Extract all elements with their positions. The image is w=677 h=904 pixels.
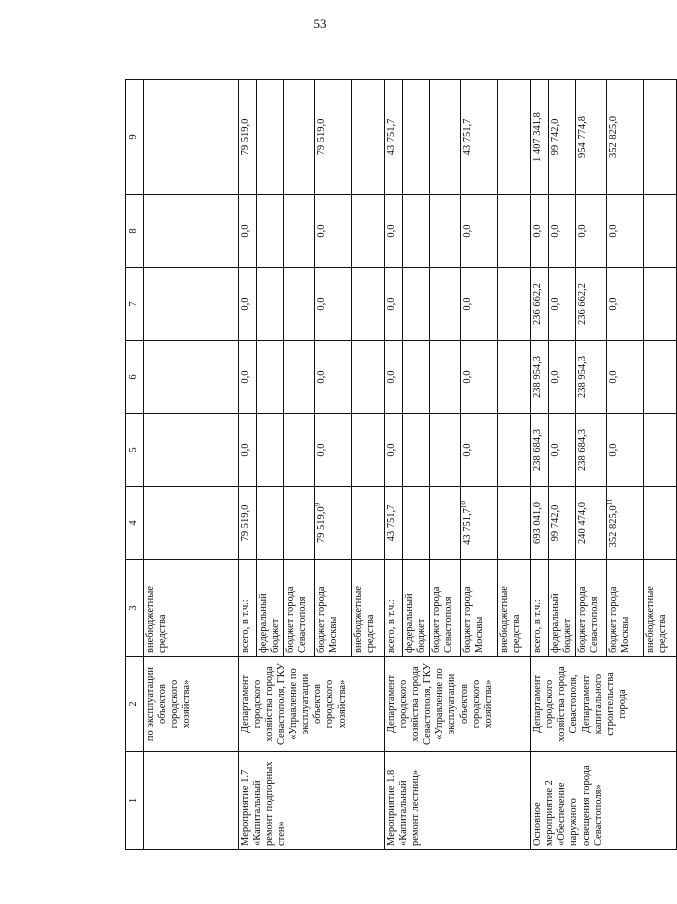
- value-text: 954 774,8: [577, 116, 589, 158]
- value-text: 99 742,0: [550, 118, 562, 156]
- value-cell: [385, 195, 403, 268]
- funding-source-cell: бюджет города Севастополя: [430, 560, 461, 657]
- value-text: 0,0: [386, 224, 398, 238]
- value-text: 99 742,0: [550, 504, 562, 542]
- column-header: 9: [126, 80, 144, 195]
- page-number: 53: [313, 16, 327, 31]
- source-cell: внебюджетные средства: [144, 560, 239, 657]
- value-text: 0,0: [608, 224, 620, 238]
- value-cell: [531, 487, 549, 560]
- value-cell: [239, 195, 257, 268]
- value-cell: [430, 414, 461, 487]
- executor-cell: Департамент городского хозяйства города Севастополя, ГКУ «Управление по эксплуатации объектов городского хозяйства»: [385, 657, 531, 752]
- value-cell: [498, 414, 531, 487]
- value-cell: [352, 195, 385, 268]
- value-text: 236 662,2: [532, 283, 544, 325]
- value-cell: [549, 268, 576, 341]
- value-cell: [461, 341, 498, 414]
- value-text: 0,0: [462, 297, 474, 311]
- value-cell: [531, 341, 549, 414]
- value-cell: [315, 487, 352, 560]
- value-cell: [531, 268, 549, 341]
- value-cell: [385, 341, 403, 414]
- value-text: 0,0: [532, 224, 544, 238]
- value-cell: [284, 414, 315, 487]
- value-cell: [498, 268, 531, 341]
- column-header: 6: [126, 341, 144, 414]
- value-cell: [498, 80, 531, 195]
- value-text: 0,0: [386, 370, 398, 384]
- value-cell: [385, 487, 403, 560]
- value-cell: [549, 414, 576, 487]
- value-cell: [257, 268, 284, 341]
- value-cell: [239, 268, 257, 341]
- value-text: 0,0: [316, 443, 328, 457]
- funding-source-cell: внебюджетные средства: [644, 560, 677, 657]
- value-cell: [284, 341, 315, 414]
- value-text: 236 662,2: [577, 283, 589, 325]
- value-cell: [144, 341, 239, 414]
- value-cell: [352, 487, 385, 560]
- continuation-row: [144, 80, 239, 850]
- value-cell: [644, 414, 677, 487]
- value-cell: [607, 195, 644, 268]
- value-text: 0,0: [608, 297, 620, 311]
- funding-source-cell: внебюджетные средства: [498, 560, 531, 657]
- executor-cell: по эксплуатации объектов городского хозяйства»: [144, 657, 239, 752]
- value-cell: [352, 268, 385, 341]
- value-cell: [607, 414, 644, 487]
- value-cell: [644, 341, 677, 414]
- value-cell: [352, 80, 385, 195]
- footnote-marker: 10: [459, 501, 468, 509]
- value-text: 43 751,7: [462, 508, 474, 545]
- column-header: 3: [126, 560, 144, 657]
- value-cell: [607, 268, 644, 341]
- table-row: [385, 80, 403, 850]
- funding-source-cell: федеральный бюджет: [549, 560, 576, 657]
- rotated-table-container: [125, 80, 677, 850]
- event-cell: [144, 752, 239, 850]
- value-cell: [257, 80, 284, 195]
- value-cell: [403, 414, 430, 487]
- value-text: 693 041,0: [532, 502, 544, 544]
- value-text: 0,0: [550, 370, 562, 384]
- column-header: 7: [126, 268, 144, 341]
- funding-source-cell: всего, в т.ч.:: [239, 560, 257, 657]
- budget-table: [125, 79, 677, 850]
- value-cell: [430, 268, 461, 341]
- value-text: 0,0: [608, 370, 620, 384]
- value-cell: [144, 414, 239, 487]
- value-cell: [403, 268, 430, 341]
- value-text: 238 954,3: [577, 356, 589, 398]
- value-cell: [498, 341, 531, 414]
- value-cell: [403, 487, 430, 560]
- footnote-marker: 11: [605, 498, 614, 506]
- value-cell: [430, 341, 461, 414]
- value-cell: [461, 414, 498, 487]
- value-cell: [549, 341, 576, 414]
- value-text: 352 825,0: [608, 116, 620, 158]
- value-cell: [644, 487, 677, 560]
- table-body: [144, 80, 677, 850]
- value-cell: [352, 414, 385, 487]
- executor-cell: Департамент городского хозяйства города Севастополя, ГКУ «Управление по эксплуатации объектов городского хозяйства»: [239, 657, 385, 752]
- value-cell: [549, 195, 576, 268]
- value-cell: [607, 487, 644, 560]
- value-cell: [144, 195, 239, 268]
- value-cell: [461, 487, 498, 560]
- column-header: 8: [126, 195, 144, 268]
- value-text: 0,0: [316, 224, 328, 238]
- value-cell: [531, 80, 549, 195]
- value-cell: [315, 414, 352, 487]
- value-cell: [403, 80, 430, 195]
- value-text: 0,0: [240, 370, 251, 384]
- table-row: [531, 80, 549, 850]
- value-cell: [239, 341, 257, 414]
- value-cell: [257, 487, 284, 560]
- value-cell: [607, 80, 644, 195]
- value-text: 0,0: [240, 297, 251, 311]
- value-text: 0,0: [386, 297, 398, 311]
- event-name-cell: Мероприятие 1.7 «Капитальный ремонт подпорных стен»: [239, 752, 385, 850]
- funding-source-cell: бюджет города Севастополя: [284, 560, 315, 657]
- value-text: 0,0: [462, 370, 474, 384]
- footnote-marker: 9: [313, 502, 322, 507]
- value-cell: [315, 195, 352, 268]
- value-text: 79 519,0: [316, 506, 328, 544]
- funding-source-cell: федеральный бюджет: [403, 560, 430, 657]
- value-text: 0,0: [608, 443, 620, 457]
- value-cell: [531, 414, 549, 487]
- value-cell: [403, 341, 430, 414]
- value-cell: [430, 487, 461, 560]
- value-cell: [644, 80, 677, 195]
- value-cell: [430, 195, 461, 268]
- value-text: 238 954,3: [532, 356, 544, 398]
- value-cell: [239, 414, 257, 487]
- value-cell: [576, 341, 607, 414]
- executor-cell: Департамент городского хозяйства города Севастополя, Департамент капитального строительства города: [531, 657, 677, 752]
- value-cell: [284, 195, 315, 268]
- value-text: 0,0: [550, 224, 562, 238]
- header-row: [126, 80, 144, 850]
- value-cell: [461, 268, 498, 341]
- value-cell: [461, 195, 498, 268]
- value-cell: [315, 80, 352, 195]
- value-text: 240 474,0: [577, 502, 589, 544]
- value-cell: [430, 80, 461, 195]
- value-cell: [144, 268, 239, 341]
- value-cell: [576, 268, 607, 341]
- value-cell: [239, 487, 257, 560]
- column-header: 1: [126, 752, 144, 850]
- event-name-cell: Мероприятие 1.8 «Капитальный ремонт лестниц»: [385, 752, 531, 850]
- table-row: [239, 80, 257, 850]
- value-text: 0,0: [577, 224, 589, 238]
- value-cell: [549, 487, 576, 560]
- value-cell: [144, 80, 239, 195]
- value-cell: [498, 487, 531, 560]
- value-cell: [352, 341, 385, 414]
- value-cell: [315, 341, 352, 414]
- value-text: 1 407 341,8: [532, 112, 544, 162]
- value-cell: [576, 195, 607, 268]
- value-text: 0,0: [462, 224, 474, 238]
- funding-source-cell: внебюджетные средства: [352, 560, 385, 657]
- value-text: 0,0: [240, 224, 251, 238]
- funding-source-cell: всего, в т.ч.:: [385, 560, 403, 657]
- value-cell: [257, 414, 284, 487]
- value-cell: [576, 80, 607, 195]
- value-text: 0,0: [386, 443, 398, 457]
- value-cell: [607, 341, 644, 414]
- value-text: 79 519,0: [240, 118, 251, 156]
- value-text: 0,0: [316, 297, 328, 311]
- value-cell: [576, 414, 607, 487]
- funding-source-cell: всего, в т.ч.:: [531, 560, 549, 657]
- value-text: 0,0: [550, 443, 562, 457]
- value-cell: [239, 80, 257, 195]
- value-cell: [385, 268, 403, 341]
- value-cell: [284, 80, 315, 195]
- value-cell: [403, 195, 430, 268]
- value-text: 0,0: [316, 370, 328, 384]
- column-header: 5: [126, 414, 144, 487]
- value-text: 43 751,7: [462, 118, 474, 156]
- value-cell: [576, 487, 607, 560]
- column-header: 2: [126, 657, 144, 752]
- funding-source-cell: бюджет города Севастополя: [576, 560, 607, 657]
- value-cell: [549, 80, 576, 195]
- value-cell: [284, 487, 315, 560]
- value-cell: [315, 268, 352, 341]
- value-text: 238 684,3: [532, 429, 544, 471]
- value-cell: [257, 195, 284, 268]
- value-cell: [284, 268, 315, 341]
- value-text: 79 519,0: [316, 118, 328, 156]
- value-cell: [461, 80, 498, 195]
- value-cell: [531, 195, 549, 268]
- value-cell: [644, 195, 677, 268]
- value-text: 0,0: [240, 443, 251, 457]
- value-cell: [385, 80, 403, 195]
- value-cell: [498, 195, 531, 268]
- value-cell: [644, 268, 677, 341]
- value-text: 352 825,0: [608, 505, 620, 548]
- value-cell: [385, 414, 403, 487]
- funding-source-cell: федеральный бюджет: [257, 560, 284, 657]
- value-text: 0,0: [550, 297, 562, 311]
- value-cell: [144, 487, 239, 560]
- funding-source-cell: бюджет города Москвы: [461, 560, 498, 657]
- value-text: 43 751,7: [386, 118, 398, 156]
- value-text: 79 519,0: [240, 504, 251, 542]
- value-text: 0,0: [462, 443, 474, 457]
- value-cell: [257, 341, 284, 414]
- column-header: 4: [126, 487, 144, 560]
- event-name-cell: Основное мероприятие 2 «Обеспечение наружного освещения города Севастополя»: [531, 752, 677, 850]
- value-text: 238 684,3: [577, 429, 589, 471]
- funding-source-cell: бюджет города Москвы: [315, 560, 352, 657]
- value-text: 43 751,7: [386, 504, 398, 542]
- funding-source-cell: бюджет города Москвы: [607, 560, 644, 657]
